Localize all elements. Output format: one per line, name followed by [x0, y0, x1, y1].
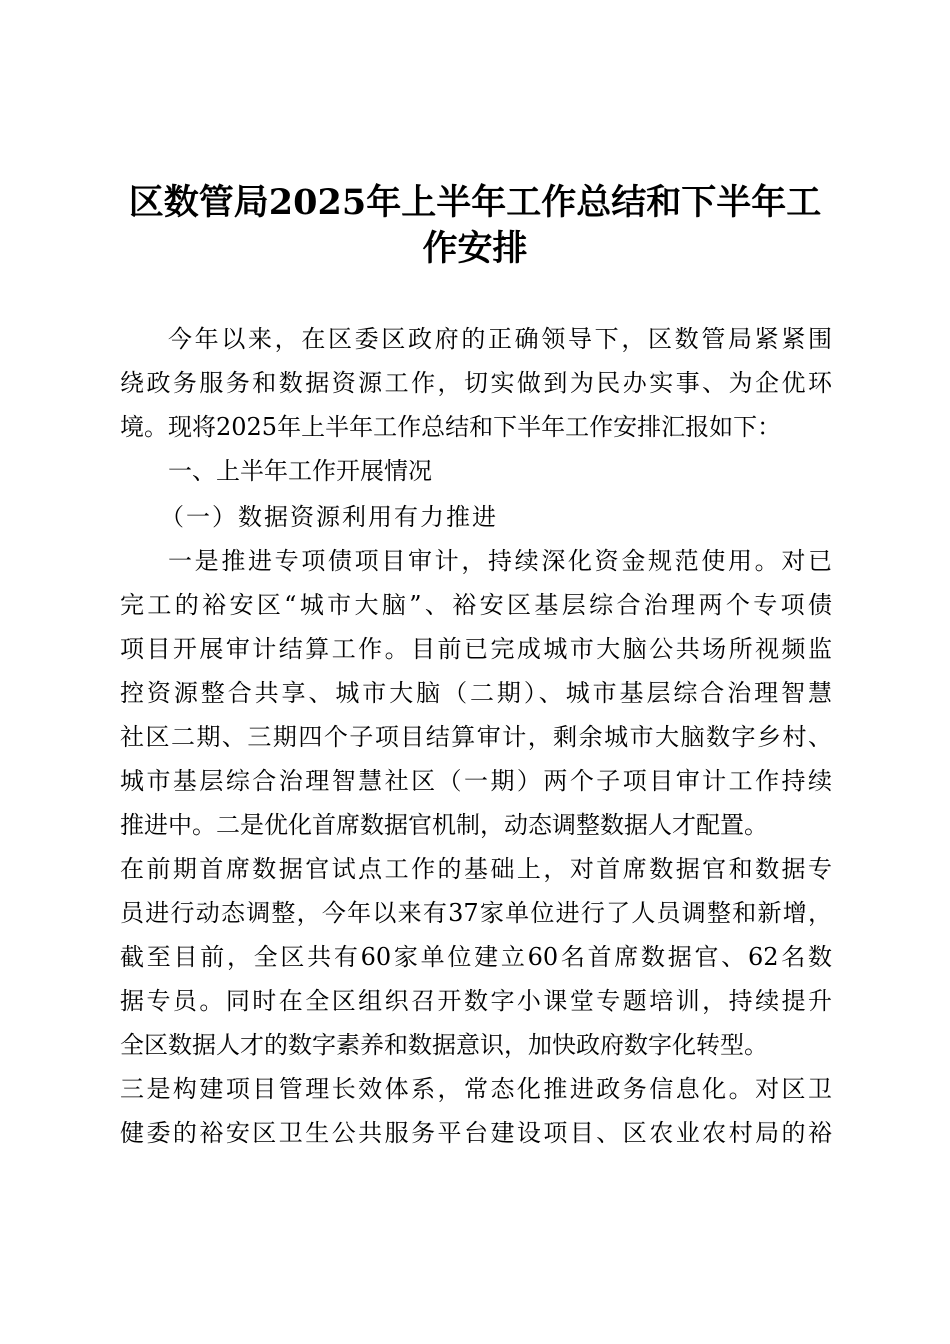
document-title-line-2: 作安排 [422, 228, 528, 269]
body-line-12: 全区数据人才的数字素养和数据意识，加快政府数字化转型。 [120, 1031, 768, 1059]
body-line-1: 一是推进专项债项目审计，持续深化资金规范使用。对已 [168, 547, 832, 575]
body-line-5: 社区二期、三期四个子项目结算审计，剩余城市大脑数字乡村、 [120, 723, 832, 751]
body-line-7: 推进中。二是优化首席数据官机制，动态调整数据人才配置。 [120, 811, 768, 839]
section-heading-1: 一、上半年工作开展情况 [168, 457, 432, 485]
body-line-9: 员进行动态调整，今年以来有37家单位进行了人员调整和新增， [120, 899, 832, 927]
paragraph-intro-line-2: 绕政务服务和数据资源工作，切实做到为民办实事、为企优环 [120, 369, 832, 397]
document-title-line-1: 区数管局2025年上半年工作总结和下半年工 [128, 182, 822, 223]
body-line-10: 截至目前，全区共有60家单位建立60名首席数据官、62名数 [120, 943, 832, 971]
body-line-6: 城市基层综合治理智慧社区（一期）两个子项目审计工作持续 [120, 767, 832, 795]
body-line-8: 在前期首席数据官试点工作的基础上，对首席数据官和数据专 [120, 855, 832, 883]
body-line-3: 项目开展审计结算工作。目前已完成城市大脑公共场所视频监 [120, 635, 832, 663]
subsection-heading-1: （一）数据资源利用有力推进 [160, 503, 498, 531]
body-line-11: 据专员。同时在全区组织召开数字小课堂专题培训，持续提升 [120, 987, 832, 1015]
body-line-4: 控资源整合共享、城市大脑（二期）、城市基层综合治理智慧 [120, 679, 832, 707]
body-line-2: 完工的裕安区“城市大脑”、裕安区基层综合治理两个专项债 [120, 591, 832, 619]
body-line-14: 健委的裕安区卫生公共服务平台建设项目、区农业农村局的裕 [120, 1119, 832, 1147]
paragraph-intro-line-3: 境。现将2025年上半年工作总结和下半年工作安排汇报如下： [120, 413, 782, 441]
body-line-13: 三是构建项目管理长效体系，常态化推进政务信息化。对区卫 [120, 1075, 832, 1103]
paragraph-intro-line-1: 今年以来，在区委区政府的正确领导下，区数管局紧紧围 [168, 325, 832, 353]
